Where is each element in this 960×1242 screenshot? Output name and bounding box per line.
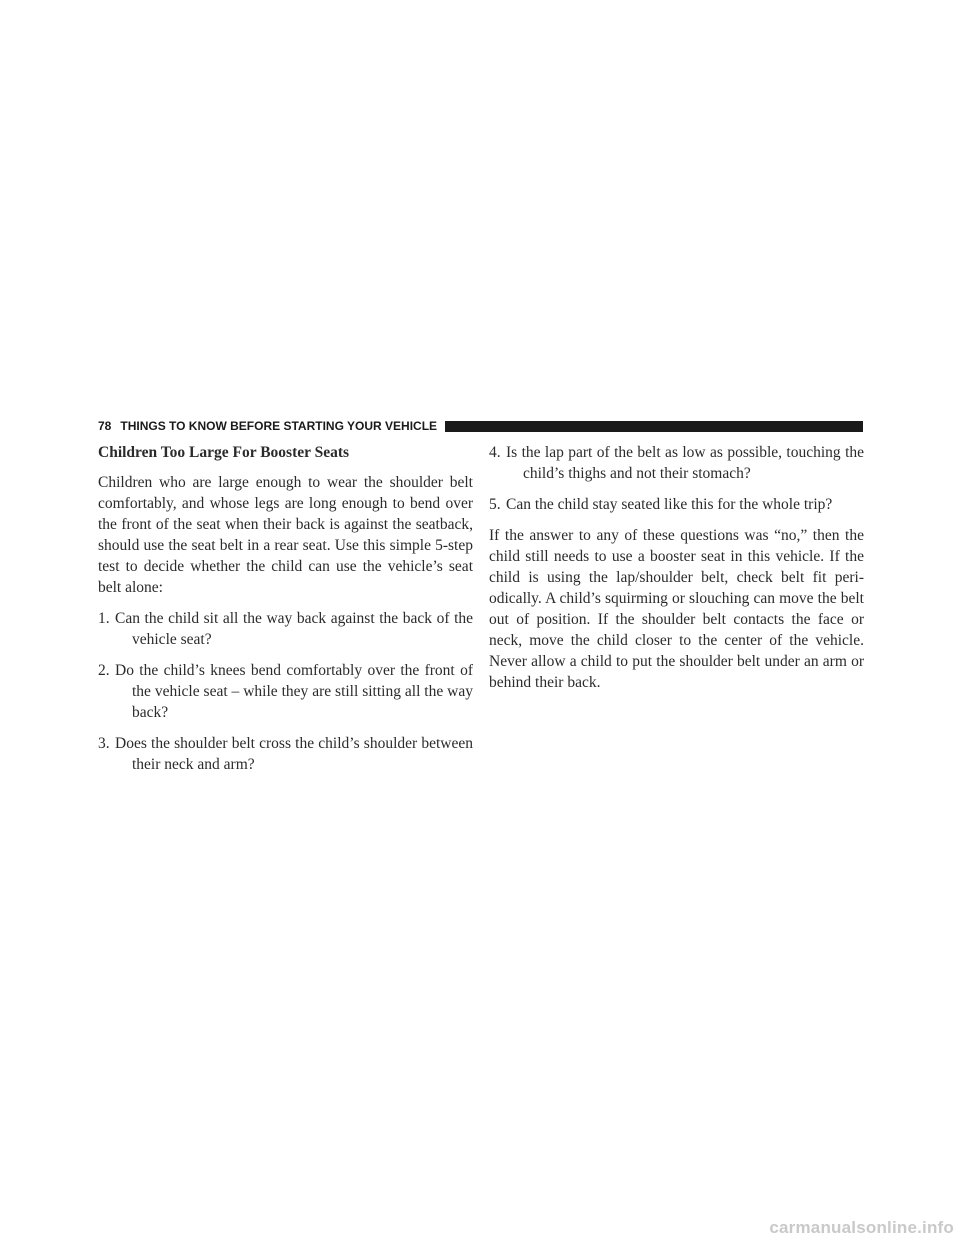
list-item (98, 733, 473, 775)
list-item-text: Can the child sit all the way back against the back of the vehicle seat? (115, 610, 473, 648)
right-column (489, 442, 864, 703)
list-item-text: Can the child stay seated like this for the whole trip? (506, 496, 833, 513)
subsection-heading: Children Too Large For Booster Seats (98, 444, 350, 461)
list-item-text: Does the shoulder belt cross the child’s shoulder between their neck and arm? (115, 735, 473, 773)
list-item-number: 4. (489, 444, 501, 461)
list-item-number: 1. (98, 610, 110, 627)
header-rule (445, 421, 863, 432)
list-item-number: 5. (489, 496, 501, 513)
section-title: THINGS TO KNOW BEFORE STARTING YOUR VEHICLE (120, 419, 438, 433)
list-item (489, 494, 864, 515)
page-number: 78 (98, 419, 112, 433)
list-item-text: Is the lap part of the belt as low as possible, touching the child’s thighs and not their stomach? (506, 444, 864, 482)
left-column (98, 442, 473, 785)
closing-paragraph: If the answer to any of these questions was “no,” then the child still needs to use a booster seat in this vehicle. If the child is using the lap/shoulder belt, check belt fit peri-odically. A child’s squirming or slouching can move the belt out of position. If the shoulder belt contacts the face or neck, move the child closer to the center of the vehicle. Never allow a child to put the shoulder belt under an arm or behind their back. (489, 527, 864, 691)
list-item-number: 2. (98, 662, 110, 679)
list-item-text: Do the child’s knees bend comfortably over the front of the vehicle seat – while they are still sitting all the way back? (115, 662, 473, 721)
list-item (98, 608, 473, 650)
list-item-number: 3. (98, 735, 110, 752)
site-watermark: carmanualsonline.info (769, 1218, 954, 1237)
page-header (98, 418, 863, 434)
list-item (489, 442, 864, 484)
list-item (98, 660, 473, 723)
intro-paragraph: Children who are large enough to wear the shoulder belt comfortably, and whose legs are long enough to bend over the front of the seat when their back is against the seatback, should use the seat belt in a rear seat. Use this simple 5-step test to decide whether the child can use the vehicle’s seat belt alone: (98, 474, 473, 596)
